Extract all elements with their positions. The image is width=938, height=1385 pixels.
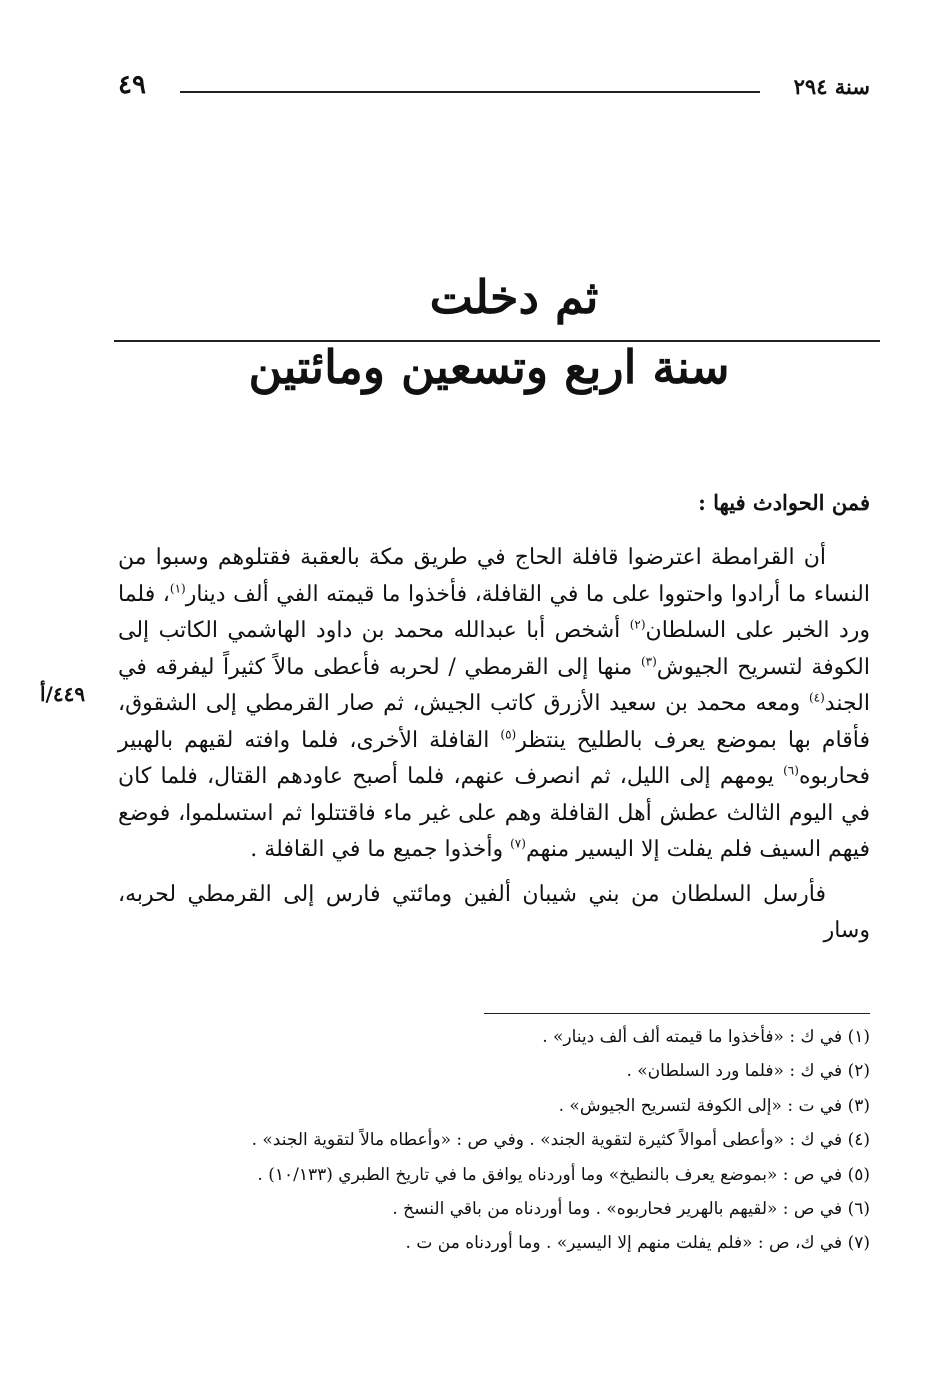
footnote-marker: (٥) <box>500 727 517 742</box>
footnote-marker: (٣) <box>640 654 657 669</box>
footnote-marker: (٤) <box>808 690 825 705</box>
footnote-marker: (٧) <box>510 836 526 851</box>
margin-folio-note: ٤٤٩/أ <box>40 682 86 706</box>
footnote: (٥) في ص : «بموضع يعرف بالنطيخ» وما أوردناه يوافق ما في تاريخ الطبري (١٠/١٣٣) . <box>257 1164 870 1185</box>
header-year-label: سنة ٢٩٤ <box>793 74 870 99</box>
paragraph-text: أشخص أبا عبدالله محمد بن داود الهاشمي الكاتب إلى الكوفة لتسريح الجيوش <box>118 618 871 680</box>
footnote: (١) في ك : «فأخذوا ما قيمته ألف ألف دينار» . <box>542 1027 870 1047</box>
header-rule <box>180 91 760 93</box>
footnote-rule <box>484 1013 870 1014</box>
chapter-title-line2: سنة اربع وتسعين ومائتين <box>248 340 730 394</box>
footnotes <box>110 1020 870 1261</box>
paragraph-text: أن القرامطة اعترضوا قافلة الحاج في طريق مكة بالعقبة فقتلوهم وسبوا من النساء ما أرادوا واحتووا على ما في القافلة، فأخذوا ما قيمته الفي ألف دينار <box>118 545 870 607</box>
paragraph-text: فأرسل السلطان من بني شيبان ألفين ومائتي فارس إلى القرمطي لحربه، وسار <box>118 881 870 943</box>
page-number: ٤٩ <box>118 70 146 100</box>
paragraph-text: منها إلى القرمطي / لحربه فأعطى مالاً كثيراً ليفرقه في الجند <box>118 654 870 716</box>
paragraph-text: يومهم إلى الليل، ثم انصرف عنهم، فلما أصبح عاودهم القتال، فلما كان في اليوم الثالث عطش أهل القافلة وهم على غير ماء فاقتتلوا ثم استسلموا، فوضع فيهم السيف فلم يفلت إلا اليسير منهم <box>118 764 870 862</box>
footnote: (٤) في ك : «وأعطى أموالاً كثيرة لتقوية الجند» . وفي ص : «وأعطاه مالاً لتقوية الجند» . <box>251 1130 870 1151</box>
footnote: (٣) في ت : «إلى الكوفة لتسريح الجيوش» . <box>558 1095 870 1116</box>
footnote-marker: (٦) <box>783 763 799 778</box>
body-paragraph <box>118 540 870 869</box>
footnote-marker: (٢) <box>629 617 646 632</box>
section-heading: فمن الحوادث فيها : <box>698 490 870 515</box>
paragraph-text: ومعه محمد بن سعيد الأزرق كاتب الجيش، ثم صار القرمطي إلى الشقوق، فأقام بها بموضع يعرف بالطليح ينتظر <box>118 691 870 753</box>
body-text <box>118 540 870 950</box>
footnote: (٦) في ص : «لقيهم بالهرير فحاربوه» . وما أوردناه من باقي النسخ . <box>392 1199 870 1220</box>
footnote-marker: (١) <box>169 581 186 596</box>
running-header <box>118 70 870 106</box>
paragraph-text: وأخذوا جميع ما في القافلة . <box>250 837 511 862</box>
paragraph-text: القافلة الأخرى، فلما وافته لقيهم بالهبير فحاربوه <box>118 727 870 789</box>
body-paragraph <box>118 877 870 950</box>
chapter-title-line1: ثم دخلت <box>429 270 599 324</box>
footnote: (٢) في ك : «فلما ورد السلطان» . <box>626 1061 870 1082</box>
footnote: (٧) في ك، ص : «فلم يفلت منهم إلا اليسير» . وما أوردناه من ت . <box>405 1233 870 1254</box>
paragraph-text: ، فلما ورد الخبر على السلطان <box>118 581 870 643</box>
